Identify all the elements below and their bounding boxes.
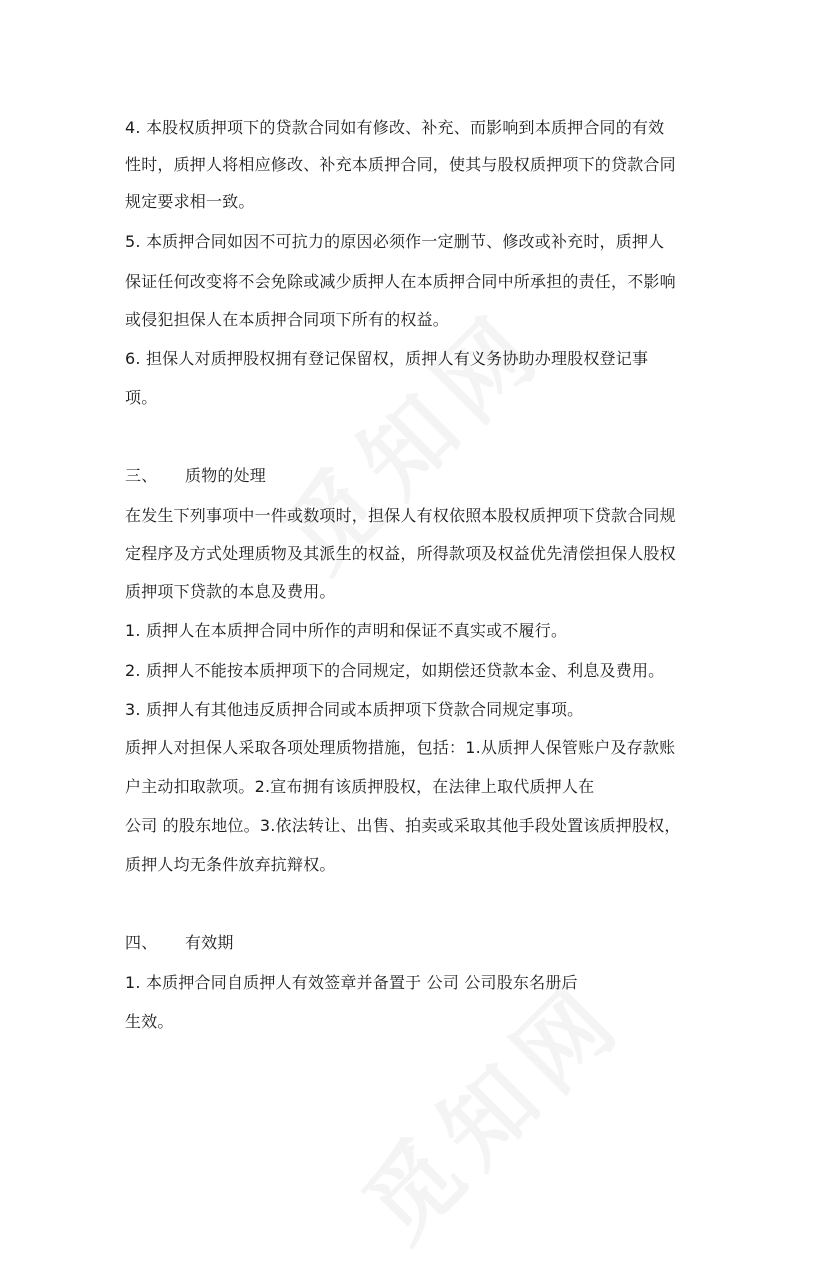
paragraph-line: 4. 本股权质押项下的贷款合同如有修改、补充、而影响到本质押合同的有效: [125, 118, 665, 137]
paragraph-line: 定程序及方式处理质物及其派生的权益，所得款项及权益优先清偿担保人股权: [125, 544, 676, 563]
list-item: 3. 质押人有其他违反质押合同或本质押项下贷款合同规定事项。: [125, 700, 584, 719]
paragraph-line: 项。: [125, 388, 158, 407]
paragraph-line: 性时，质押人将相应修改、补充本质押合同，使其与股权质押项下的贷款合同: [125, 155, 676, 174]
list-item: 1. 本质押合同自质押人有效签章并备置于 公司 公司股东名册后: [125, 973, 578, 992]
section-title: 有效期: [185, 933, 234, 952]
list-item: 2. 质押人不能按本质押项下的合同规定，如期偿还贷款本金、利息及费用。: [125, 661, 665, 680]
watermark-text: [330, 947, 648, 1265]
section-heading-4: [125, 932, 234, 954]
list-item: 1. 质押人在本质押合同中所作的声明和保证不真实或不履行。: [125, 621, 568, 640]
paragraph-line: 生效。: [125, 1012, 174, 1031]
paragraph-line: 质押人对担保人采取各项处理质物措施，包括：1.从质押人保管账户及存款账: [125, 738, 676, 757]
paragraph-line: 质押人均无条件放弃抗辩权。: [125, 855, 336, 874]
paragraph-line: 5. 本质押合同如因不可抗力的原因必须作一定删节、修改或补充时，质押人: [125, 232, 665, 251]
paragraph-line: 质押项下贷款的本息及费用。: [125, 582, 336, 601]
section-number: 四、: [125, 933, 158, 952]
paragraph-line: 保证任何改变将不会免除或减少质押人在本质押合同中所承担的责任，不影响: [125, 272, 676, 291]
paragraph-line: 在发生下列事项中一件或数项时，担保人有权依照本股权质押项下贷款合同规: [125, 506, 676, 525]
paragraph-line: 规定要求相一致。: [125, 192, 255, 211]
section-heading-3: [125, 465, 266, 487]
section-number: 三、: [125, 466, 158, 485]
paragraph-line: 户主动扣取款项。2.宣布拥有该质押股权，在法律上取代质押人在: [125, 777, 595, 796]
section-title: 质物的处理: [185, 466, 267, 485]
paragraph-line: 6. 担保人对质押股权拥有登记保留权，质押人有义务协助办理股权登记事: [125, 349, 649, 368]
paragraph-line: 公司 的股东地位。3.依法转让、出售、拍卖或采取其他手段处置该质押股权，: [125, 816, 681, 835]
paragraph-line: 或侵犯担保人在本质押合同项下所有的权益。: [125, 310, 450, 329]
